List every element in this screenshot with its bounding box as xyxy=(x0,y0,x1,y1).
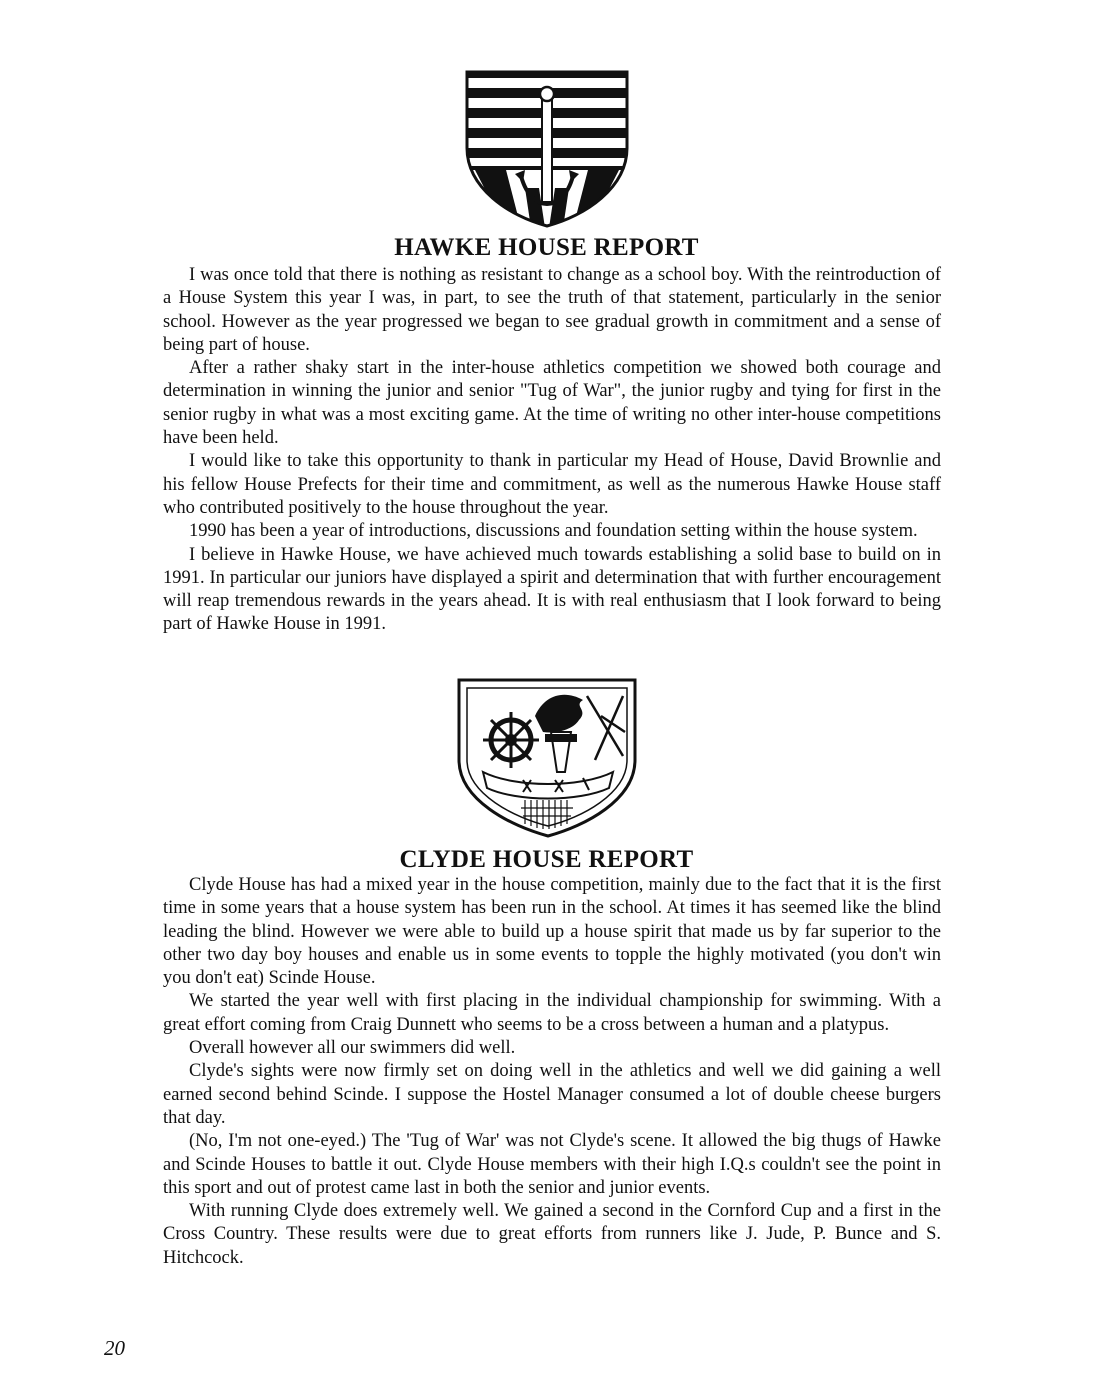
paragraph: After a rather shaky start in the inter-house athletics competition we showed both courage and determination in winning the junior and senior "Tug of War", the junior rugby and tying for first in the senior rugby in what was a most exciting game. At the time of writing no other inter-house competitions have been held. xyxy=(163,358,941,449)
clyde-crest-icon xyxy=(455,676,641,840)
clyde-report-body xyxy=(163,874,941,1270)
paragraph: We started the year well with first placing in the individual championship for swimming. With a great effort coming from Craig Dunnett who seems to be a cross between a human and a platypus. xyxy=(163,991,941,1035)
paragraph: Overall however all our swimmers did well. xyxy=(189,1038,516,1059)
paragraph: (No, I'm not one-eyed.) The 'Tug of War' was not Clyde's scene. It allowed the big thugs of Hawke and Scinde Houses to battle it out. Clyde House members with their high I.Q.s couldn't see the point in this sport and out of protest came last in both the senior and junior events. xyxy=(163,1131,941,1198)
paragraph: Clyde House has had a mixed year in the house competition, mainly due to the fact that it is the first time in some years that a house system has been run in the school. At times it has seemed like the blind leading the blind. However we were able to build up a house spirit that made us by far superior to the other two day boy houses and enable us in some events to topple the highly motivated (you don't win you don't eat) Scinde House. xyxy=(163,875,941,989)
paragraph: With running Clyde does extremely well. We gained a second in the Cornford Cup and a first in the Cross Country. These results were due to great efforts from runners like J. Jude, P. Bunce and S. Hitchcock. xyxy=(163,1201,941,1268)
hawke-report-title: HAWKE HOUSE REPORT xyxy=(394,234,699,261)
hawke-crest-icon xyxy=(465,70,629,228)
paragraph: I would like to take this opportunity to thank in particular my Head of House, David Brownlie and his fellow House Prefects for their time and commitment, as well as the numerous Hawke House staff who contributed positively to the house throughout the year. xyxy=(163,451,941,518)
paragraph: I believe in Hawke House, we have achieved much towards establishing a solid base to build on in 1991. In particular our juniors have displayed a spirit and determination that with further encouragement will reap tremendous rewards in the years ahead. It is with real enthusiasm that I look forward to being part of Hawke House in 1991. xyxy=(163,544,941,635)
clyde-report-title: CLYDE HOUSE REPORT xyxy=(399,846,694,873)
hawke-report-body xyxy=(163,264,941,637)
paragraph: I was once told that there is nothing as resistant to change as a school boy. With the reintroduction of a House System this year I was, in part, to see the truth of that statement, particularly in the senior school. However as the year progressed we began to see gradual growth in commitment and a sense of being part of house. xyxy=(163,265,941,355)
page-number: 20 xyxy=(104,1336,125,1360)
paragraph: 1990 has been a year of introductions, discussions and foundation setting within the house system. xyxy=(189,521,918,542)
paragraph: Clyde's sights were now firmly set on doing well in the athletics and well we did gaining a well earned second behind Scinde. I suppose the Hostel Manager consumed a lot of double cheese burgers that day. xyxy=(163,1061,941,1128)
